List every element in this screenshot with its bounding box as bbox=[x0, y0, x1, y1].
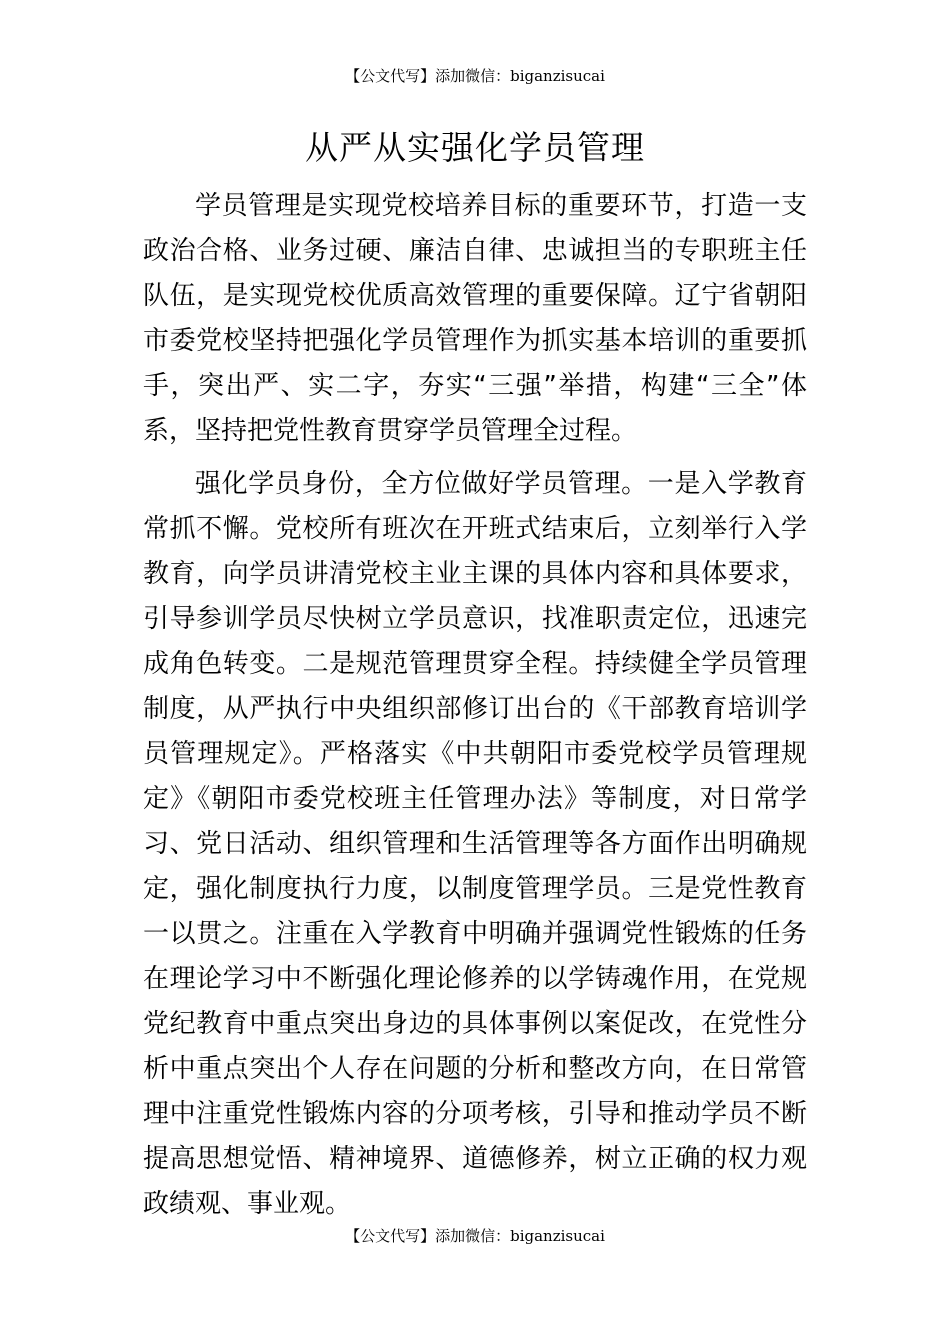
body-paragraph-1: 学员管理是实现党校培养目标的重要环节，打造一支政治合格、业务过硬、廉洁自律、忠诚担当的专职班主任队伍，是实现党校优质高效管理的重要保障。辽宁省朝阳市委党校坚持把强化学员管理作为抓实基本培训的重要抓手，突出严、实二字，夯实“三强”举措，构建“三全”体系，坚持把党性教育贯穿学员管理全过程。 bbox=[143, 191, 807, 446]
header-watermark-note: 【公文代写】添加微信：biganzisucai bbox=[345, 67, 605, 85]
footer-watermark-note: 【公文代写】添加微信：biganzisucai bbox=[345, 1227, 605, 1245]
document-title: 从严从实强化学员管理 bbox=[305, 128, 645, 167]
document-body bbox=[143, 184, 807, 1227]
body-paragraph-2: 强化学员身份，全方位做好学员管理。一是入学教育常抓不懈。党校所有班次在开班式结束后，立刻举行入学教育，向学员讲清党校主业主课的具体内容和具体要求，引导参训学员尽快树立学员意识，找准职责定位，迅速完成角色转变。二是规范管理贯穿全程。持续健全学员管理制度，从严执行中央组织部修订出台的《干部教育培训学员管理规定》。严格落实《中共朝阳市委党校学员管理规定》《朝阳市委党校班主任管理办法》等制度，对日常学习、党日活动、组织管理和生活管理等各方面作出明确规定，强化制度执行力度，以制度管理学员。三是党性教育一以贯之。注重在入学教育中明确并强调党性锻炼的任务在理论学习中不断强化理论修养的以学铸魂作用，在党规党纪教育中重点突出身边的具体事例以案促改，在党性分析中重点突出个人存在问题的分析和整改方向，在日常管理中注重党性锻炼内容的分项考核，引导和推动学员不断提高思想觉悟、精神境界、道德修养，树立正确的权力观政绩观、事业观。 bbox=[143, 469, 807, 1219]
